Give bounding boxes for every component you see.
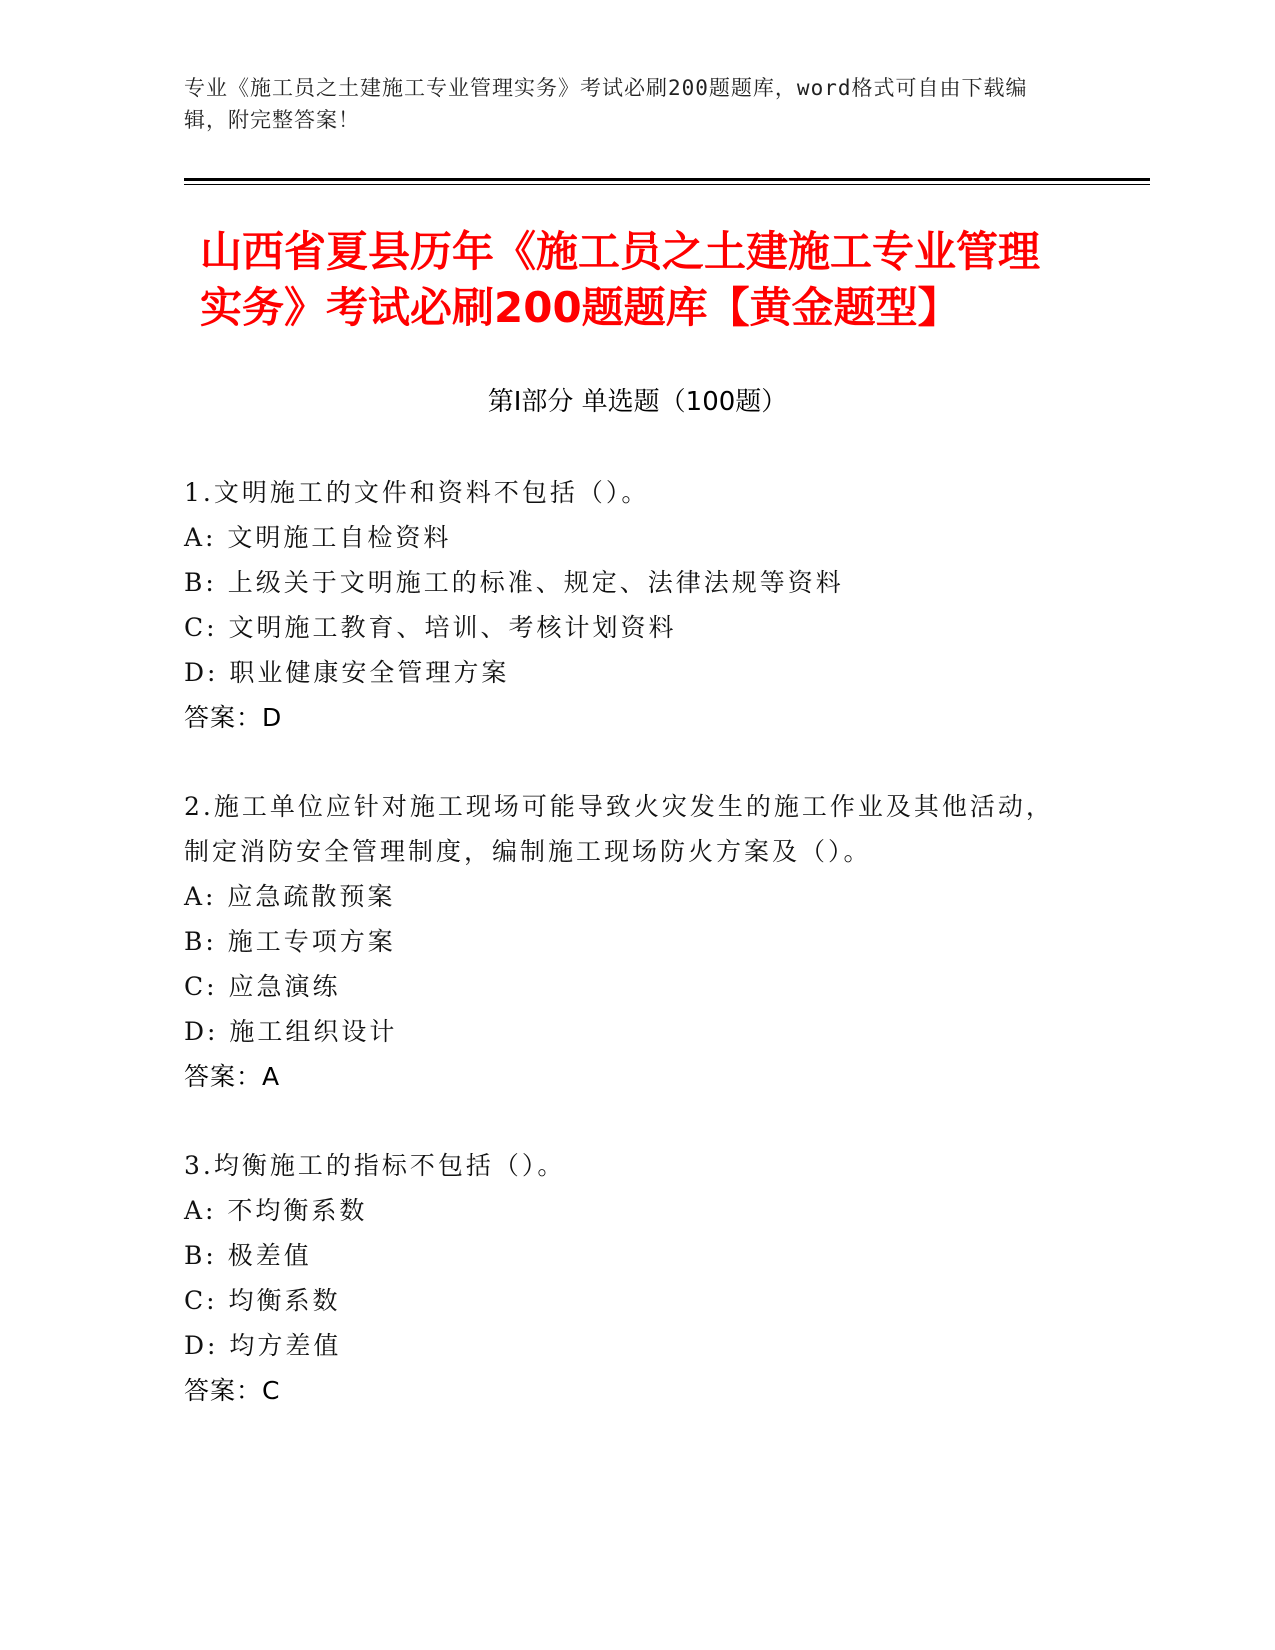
section-title: 第Ⅰ部分 单选题（100题）: [487, 387, 788, 417]
option-c: C: 应急演练: [184, 972, 341, 1001]
question-stem: 1.文明施工的文件和资料不包括（）。: [184, 478, 650, 507]
option-a: A: 不均衡系数: [184, 1196, 368, 1225]
answer-label: 答案：D: [184, 703, 283, 732]
option-b: B: 极差值: [184, 1241, 312, 1270]
question-stem: 3.均衡施工的指标不包括（）。: [184, 1151, 566, 1180]
question-item: [184, 784, 1064, 1099]
header-divider-thin: [184, 184, 1150, 185]
option-c: C: 文明施工教育、培训、考核计划资料: [184, 613, 677, 642]
question-item: [184, 1143, 1064, 1413]
question-list: [184, 470, 1064, 1457]
option-b: B: 施工专项方案: [184, 927, 396, 956]
answer-label: 答案：A: [184, 1062, 281, 1091]
option-d: D: 施工组织设计: [184, 1017, 398, 1046]
question-stem: 2.施工单位应针对施工现场可能导致火灾发生的施工作业及其他活动，制定消防安全管理制度，编制施工现场防火方案及（）。: [184, 792, 1054, 866]
option-b: B: 上级关于文明施工的标准、规定、法律法规等资料: [184, 568, 844, 597]
option-d: D: 职业健康安全管理方案: [184, 658, 510, 687]
option-a: A: 文明施工自检资料: [184, 523, 452, 552]
document-title: 山西省夏县历年《施工员之土建施工专业管理实务》考试必刷200题题库【黄金题型】: [200, 227, 1041, 332]
answer-label: 答案：C: [184, 1376, 281, 1405]
option-c: C: 均衡系数: [184, 1286, 341, 1315]
option-d: D: 均方差值: [184, 1331, 342, 1360]
option-a: A: 应急疏散预案: [184, 882, 396, 911]
header-note: 专业《施工员之土建施工专业管理实务》考试必刷200题题库，word格式可自由下载编辑，附完整答案！: [184, 76, 1028, 132]
header-divider: [184, 178, 1150, 181]
question-item: [184, 470, 1064, 740]
